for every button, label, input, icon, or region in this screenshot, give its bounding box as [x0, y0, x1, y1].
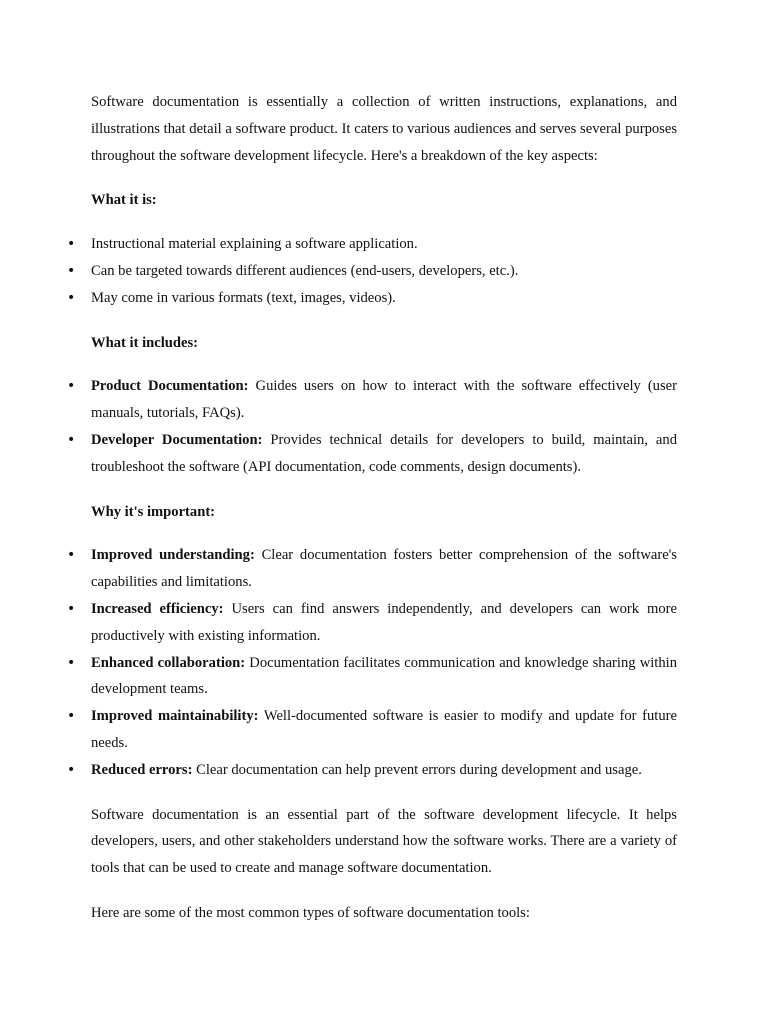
- heading-what-it-is: What it is:: [91, 192, 157, 209]
- item-text: Provides technical details for developers to build, maintain, and troubleshoot the software (API documentation, code comments, design documents).: [91, 431, 677, 475]
- what-it-includes-list: [91, 373, 677, 480]
- item-text: Well-documented software is easier to modify and update for future needs.: [91, 708, 677, 751]
- list-item: [91, 596, 677, 650]
- why-important-list: [91, 542, 677, 783]
- list-item: • Instructional material explaining a software application.: [91, 231, 677, 258]
- item-lead: Improved maintainability:: [91, 708, 259, 725]
- item-text: Users can find answers independently, and developers can work more productively with existing information.: [91, 600, 677, 644]
- list-item: [91, 650, 677, 704]
- item-lead: Enhanced collaboration:: [91, 654, 246, 671]
- list-item: • May come in various formats (text, images, videos).: [91, 285, 677, 312]
- item-lead: Improved understanding:: [91, 547, 255, 564]
- item-lead: Developer Documentation:: [91, 431, 263, 448]
- intro-paragraph: Software documentation is essentially a collection of written instructions, explanations, and illustrations that detail a software product. It caters to various audiences and serves several purposes throughout the software development lifecycle. Here's a breakdown of the key aspects:: [91, 94, 677, 164]
- list-item: • Can be targeted towards different audiences (end-users, developers, etc.).: [91, 258, 677, 285]
- item-lead: Product Documentation:: [91, 378, 249, 395]
- closing-paragraph: Software documentation is an essential part of the software development lifecycle. It helps developers, users, and other stakeholders understand how the software works. There are a variety of tools that can be used to create and manage software documentation.: [91, 806, 677, 877]
- heading-why-important: Why it's important:: [91, 503, 216, 520]
- item-text: Documentation facilitates communication and knowledge sharing within development teams.: [91, 654, 677, 698]
- item-text: Guides users on how to interact with the software effectively (user manuals, tutorials, FAQs).: [91, 378, 677, 422]
- item-text: Clear documentation fosters better comprehension of the software's capabilities and limitations.: [91, 547, 677, 591]
- what-it-is-list: [91, 231, 677, 311]
- list-item: [91, 757, 677, 784]
- document-body: [91, 89, 677, 927]
- item-lead: Reduced errors:: [91, 761, 193, 778]
- list-item: [91, 427, 677, 481]
- tools-intro-paragraph: Here are some of the most common types of software documentation tools:: [91, 904, 530, 921]
- heading-what-it-includes: What it includes:: [91, 334, 199, 351]
- item-lead: Increased efficiency:: [91, 600, 224, 617]
- item-text: Clear documentation can help prevent errors during development and usage.: [192, 761, 642, 778]
- list-item: [91, 373, 677, 427]
- list-item: [91, 703, 677, 757]
- list-item: [91, 542, 677, 596]
